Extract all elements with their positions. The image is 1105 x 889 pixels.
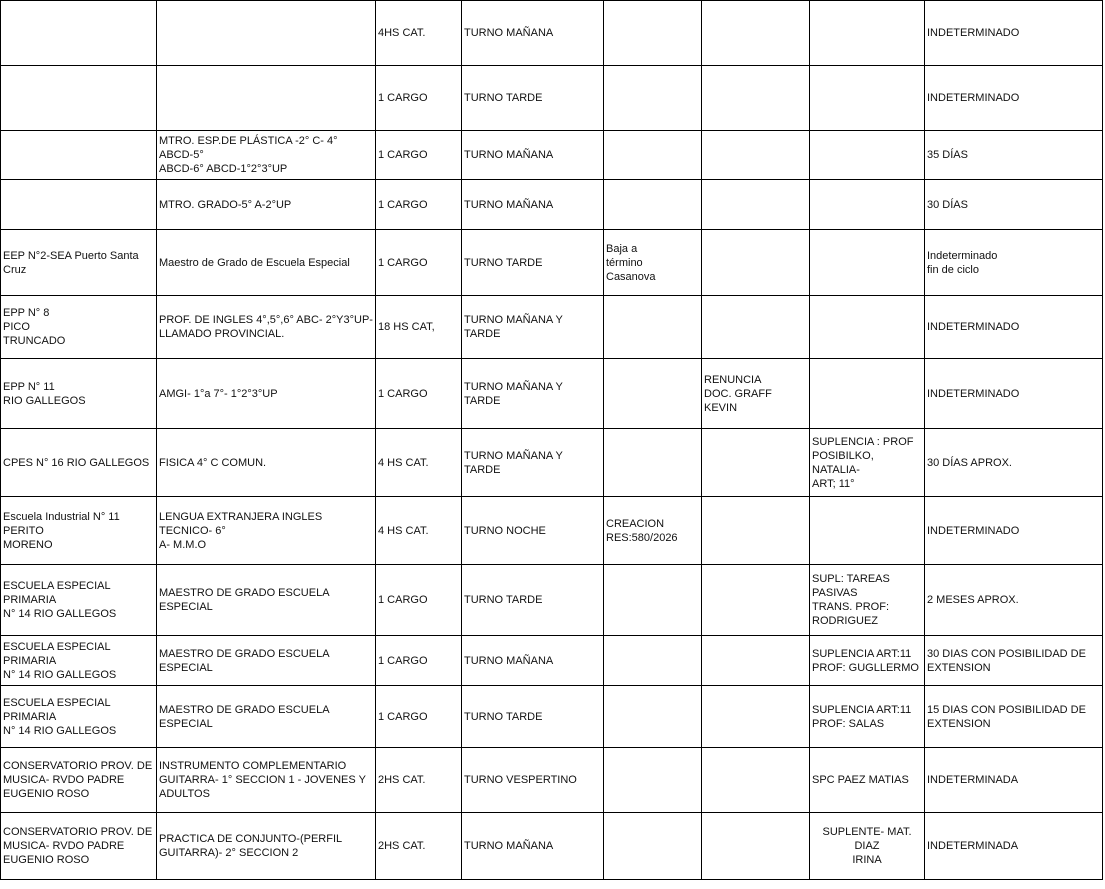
cell-suplencia: SUPLENCIA : PROF POSIBILKO, NATALIA- ART; 11° (810, 429, 925, 497)
cell-escuela: ESCUELA ESPECIAL PRIMARIA N° 14 RIO GALLEGOS (1, 636, 157, 686)
cell-turno: TURNO MAÑANA (462, 1, 604, 66)
cell-carga-horaria: 1 CARGO (376, 565, 462, 636)
cell-suplencia: SPC PAEZ MATIAS (810, 748, 925, 813)
cell-turno: TURNO NOCHE (462, 497, 604, 565)
cell-turno: TURNO MAÑANA Y TARDE (462, 296, 604, 359)
table-row (1, 813, 1103, 880)
cell-escuela: ESCUELA ESPECIAL PRIMARIA N° 14 RIO GALLEGOS (1, 565, 157, 636)
cell-turno: TURNO VESPERTINO (462, 748, 604, 813)
cell-motivo (604, 180, 702, 230)
cell-baja (702, 66, 810, 131)
cell-duracion: 30 DIAS CON POSIBILIDAD DE EXTENSION (925, 636, 1103, 686)
cell-motivo (604, 748, 702, 813)
cell-escuela (1, 180, 157, 230)
cell-cargo: MAESTRO DE GRADO ESCUELA ESPECIAL (157, 686, 376, 748)
cell-turno: TURNO TARDE (462, 66, 604, 131)
cell-baja (702, 1, 810, 66)
cell-motivo (604, 131, 702, 180)
cell-motivo (604, 565, 702, 636)
table-row (1, 66, 1103, 131)
cell-escuela: ESCUELA ESPECIAL PRIMARIA N° 14 RIO GALLEGOS (1, 686, 157, 748)
cell-baja (702, 748, 810, 813)
cell-carga-horaria: 2HS CAT. (376, 813, 462, 880)
cell-suplencia (810, 1, 925, 66)
cell-escuela: CONSERVATORIO PROV. DE MUSICA- RVDO PADRE EUGENIO ROSO (1, 813, 157, 880)
cell-cargo: MAESTRO DE GRADO ESCUELA ESPECIAL (157, 565, 376, 636)
cell-escuela: CPES N° 16 RIO GALLEGOS (1, 429, 157, 497)
cell-baja (702, 636, 810, 686)
table-row (1, 131, 1103, 180)
table-row (1, 180, 1103, 230)
cell-carga-horaria: 1 CARGO (376, 636, 462, 686)
table-row (1, 359, 1103, 429)
cell-cargo: MTRO. ESP.DE PLÁSTICA -2° C- 4° ABCD-5° ABCD-6° ABCD-1°2°3°UP (157, 131, 376, 180)
cell-duracion: Indeterminado fin de ciclo (925, 230, 1103, 296)
table-row (1, 565, 1103, 636)
cell-escuela: EEP N°2-SEA Puerto Santa Cruz (1, 230, 157, 296)
cell-suplencia (810, 131, 925, 180)
cell-cargo (157, 66, 376, 131)
cell-cargo: AMGI- 1°a 7°- 1°2°3°UP (157, 359, 376, 429)
cell-motivo: CREACION RES:580/2026 (604, 497, 702, 565)
cell-duracion: 30 DÍAS APROX. (925, 429, 1103, 497)
cell-motivo (604, 1, 702, 66)
cell-carga-horaria: 1 CARGO (376, 230, 462, 296)
cell-duracion: INDETERMINADA (925, 748, 1103, 813)
cell-suplencia (810, 296, 925, 359)
cell-turno: TURNO MAÑANA Y TARDE (462, 359, 604, 429)
cell-suplencia (810, 180, 925, 230)
cell-duracion: INDETERMINADO (925, 1, 1103, 66)
cell-escuela: Escuela Industrial N° 11 PERITO MORENO (1, 497, 157, 565)
table-row (1, 748, 1103, 813)
cell-carga-horaria: 18 HS CAT, (376, 296, 462, 359)
cell-turno: TURNO TARDE (462, 230, 604, 296)
table-row (1, 636, 1103, 686)
cell-suplencia (810, 359, 925, 429)
cell-suplencia (810, 66, 925, 131)
cell-motivo (604, 66, 702, 131)
cell-duracion: INDETERMINADO (925, 359, 1103, 429)
cell-cargo: PROF. DE INGLES 4°,5°,6° ABC- 2°Y3°UP- LLAMADO PROVINCIAL. (157, 296, 376, 359)
cell-escuela: CONSERVATORIO PROV. DE MUSICA- RVDO PADRE EUGENIO ROSO (1, 748, 157, 813)
cell-carga-horaria: 1 CARGO (376, 686, 462, 748)
cell-duracion: INDETERMINADO (925, 66, 1103, 131)
cell-motivo (604, 429, 702, 497)
table-row (1, 230, 1103, 296)
table-row (1, 497, 1103, 565)
cell-cargo: MAESTRO DE GRADO ESCUELA ESPECIAL (157, 636, 376, 686)
cell-turno: TURNO MAÑANA (462, 180, 604, 230)
cell-turno: TURNO MAÑANA (462, 636, 604, 686)
cell-baja (702, 296, 810, 359)
cell-duracion: 35 DÍAS (925, 131, 1103, 180)
cell-suplencia (810, 230, 925, 296)
cell-carga-horaria: 4 HS CAT. (376, 497, 462, 565)
cell-escuela: EPP N° 8 PICO TRUNCADO (1, 296, 157, 359)
cell-escuela: EPP N° 11 RIO GALLEGOS (1, 359, 157, 429)
cell-motivo (604, 813, 702, 880)
cell-motivo: Baja a término Casanova (604, 230, 702, 296)
cell-suplencia (810, 497, 925, 565)
cell-carga-horaria: 1 CARGO (376, 180, 462, 230)
cell-motivo (604, 686, 702, 748)
cell-baja (702, 131, 810, 180)
cell-baja (702, 565, 810, 636)
table-row (1, 429, 1103, 497)
table-row (1, 296, 1103, 359)
cell-suplencia: SUPL: TAREAS PASIVAS TRANS. PROF: RODRIGUEZ (810, 565, 925, 636)
cell-carga-horaria: 4 HS CAT. (376, 429, 462, 497)
cell-baja (702, 180, 810, 230)
cell-turno: TURNO TARDE (462, 686, 604, 748)
cell-cargo (157, 1, 376, 66)
cell-carga-horaria: 1 CARGO (376, 359, 462, 429)
cell-escuela (1, 131, 157, 180)
cell-escuela (1, 66, 157, 131)
cell-baja (702, 497, 810, 565)
cell-duracion: 30 DÍAS (925, 180, 1103, 230)
cell-cargo: LENGUA EXTRANJERA INGLES TECNICO- 6° A- M.M.O (157, 497, 376, 565)
cell-carga-horaria: 2HS CAT. (376, 748, 462, 813)
cell-suplencia: SUPLENTE- MAT. DIAZ IRINA (810, 813, 925, 880)
cell-cargo: MTRO. GRADO-5° A-2°UP (157, 180, 376, 230)
cell-duracion: 15 DIAS CON POSIBILIDAD DE EXTENSION (925, 686, 1103, 748)
cell-motivo (604, 636, 702, 686)
cell-baja (702, 429, 810, 497)
table-row (1, 686, 1103, 748)
cell-turno: TURNO MAÑANA Y TARDE (462, 429, 604, 497)
cell-baja (702, 813, 810, 880)
cell-escuela (1, 1, 157, 66)
cell-cargo: FISICA 4° C COMUN. (157, 429, 376, 497)
cell-motivo (604, 296, 702, 359)
cell-cargo: PRACTICA DE CONJUNTO-(PERFIL GUITARRA)- 2° SECCION 2 (157, 813, 376, 880)
cell-cargo: Maestro de Grado de Escuela Especial (157, 230, 376, 296)
cell-duracion: INDETERMINADA (925, 813, 1103, 880)
cell-duracion: 2 MESES APROX. (925, 565, 1103, 636)
cell-turno: TURNO TARDE (462, 565, 604, 636)
cell-carga-horaria: 1 CARGO (376, 66, 462, 131)
cell-suplencia: SUPLENCIA ART:11 PROF: SALAS (810, 686, 925, 748)
cell-baja (702, 686, 810, 748)
cell-carga-horaria: 4HS CAT. (376, 1, 462, 66)
cell-suplencia: SUPLENCIA ART:11 PROF: GUGLLERMO (810, 636, 925, 686)
cell-cargo: INSTRUMENTO COMPLEMENTARIO GUITARRA- 1° SECCION 1 - JOVENES Y ADULTOS (157, 748, 376, 813)
cell-duracion: INDETERMINADO (925, 296, 1103, 359)
cell-motivo (604, 359, 702, 429)
cell-baja: RENUNCIA DOC. GRAFF KEVIN (702, 359, 810, 429)
cell-duracion: INDETERMINADO (925, 497, 1103, 565)
cell-baja (702, 230, 810, 296)
table-row (1, 1, 1103, 66)
cell-turno: TURNO MAÑANA (462, 813, 604, 880)
cell-turno: TURNO MAÑANA (462, 131, 604, 180)
cell-carga-horaria: 1 CARGO (376, 131, 462, 180)
